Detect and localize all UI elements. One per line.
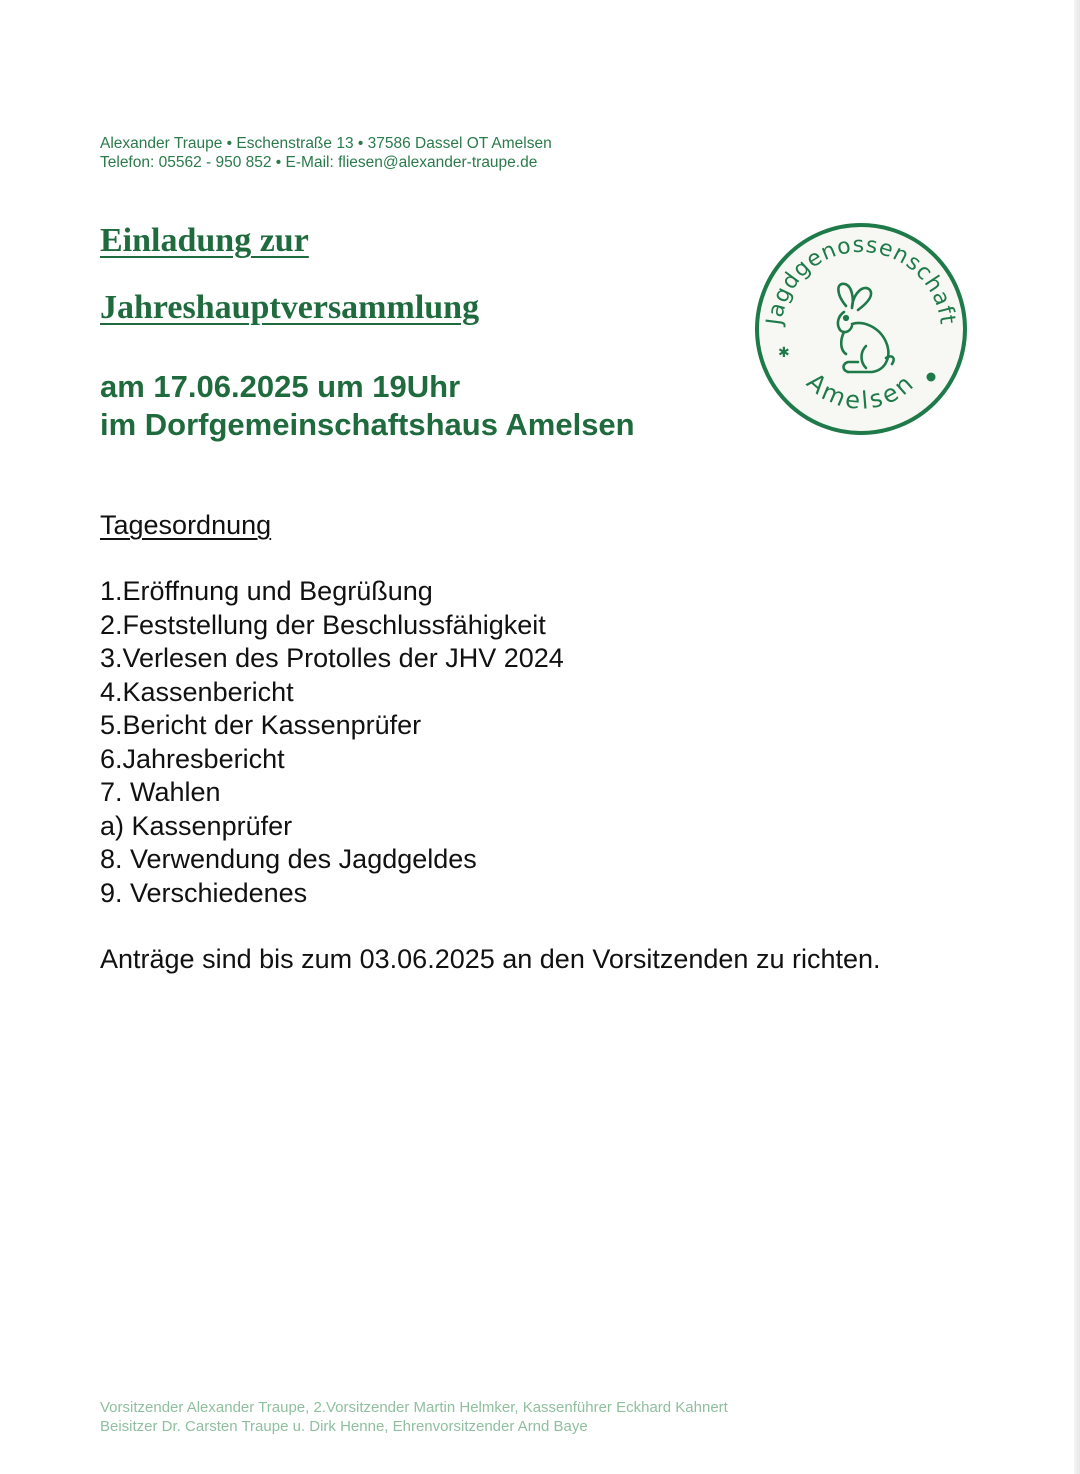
letterhead-contact: Telefon: 05562 - 950 852 • E-Mail: fliesen@alexander-traupe.de bbox=[100, 154, 538, 171]
stamp-star-icon: ✱ bbox=[778, 345, 790, 361]
agenda-item: 4.Kassenbericht bbox=[100, 676, 294, 707]
agenda-item: 7. Wahlen bbox=[100, 777, 221, 807]
title-line-1: Einladung zur bbox=[100, 222, 309, 259]
event-place: im Dorfgemeinschaftshaus Amelsen bbox=[100, 407, 635, 442]
event-date: am 17.06.2025 um 19Uhr bbox=[100, 369, 461, 404]
agenda-list bbox=[100, 575, 564, 910]
agenda-item: 1.Eröffnung und Begrüßung bbox=[100, 576, 433, 606]
title-line-2: Jahreshauptversammlung bbox=[100, 289, 480, 326]
agenda-item: 2.Feststellung der Beschlussfähigkeit bbox=[100, 609, 546, 640]
event-details bbox=[100, 368, 635, 444]
letterhead bbox=[100, 134, 552, 172]
agenda-item: 8. Verwendung des Jagdgeldes bbox=[100, 844, 477, 874]
agenda-item: 9. Verschiedenes bbox=[100, 877, 308, 908]
stamp-top-text: Jagdgenossenschaft bbox=[762, 232, 960, 327]
stamp-dot-icon bbox=[927, 373, 936, 382]
agenda-heading: Tagesordnung bbox=[100, 510, 272, 540]
footer-line-1: Vorsitzender Alexander Traupe, 2.Vorsitzender Martin Helmker, Kassenführer Eckhard Kahnert bbox=[100, 1399, 728, 1416]
board-footer bbox=[100, 1398, 728, 1436]
page-edge bbox=[1074, 0, 1080, 1474]
club-stamp bbox=[748, 220, 974, 438]
submission-note: Anträge sind bis zum 03.06.2025 an den Vorsitzenden zu richten. bbox=[100, 944, 881, 974]
agenda-item: 3.Verlesen des Protolles der JHV 2024 bbox=[100, 643, 564, 673]
footer-line-2: Beisitzer Dr. Carsten Traupe u. Dirk Henne, Ehrenvorsitzender Arnd Baye bbox=[100, 1418, 588, 1435]
agenda-item: 6.Jahresbericht bbox=[100, 743, 285, 774]
letterhead-address: Alexander Traupe • Eschenstraße 13 • 37586 Dassel OT Amelsen bbox=[100, 135, 552, 152]
stamp-bottom-text: Amelsen bbox=[801, 367, 921, 416]
agenda-item: a) Kassenprüfer bbox=[100, 810, 293, 841]
agenda-item: 5.Bericht der Kassenprüfer bbox=[100, 710, 422, 740]
